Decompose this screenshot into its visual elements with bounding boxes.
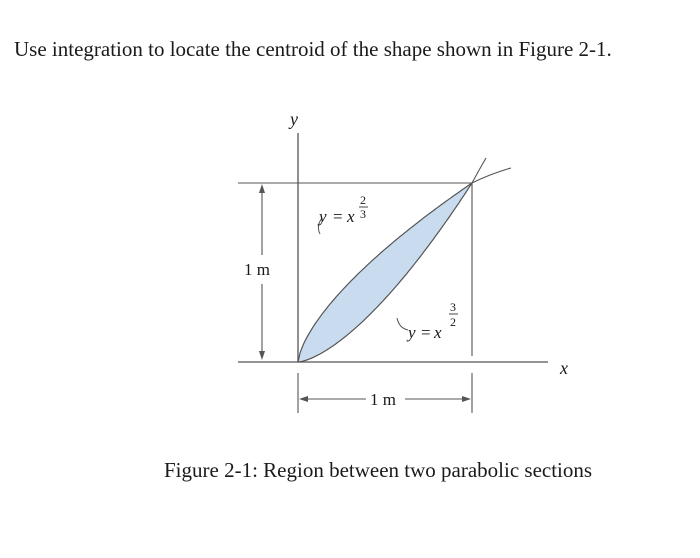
svg-text:=: = xyxy=(421,323,431,342)
curve-upper-label xyxy=(317,193,368,226)
question-text: Use integration to locate the centroid of the shape shown in Figure 2-1. xyxy=(14,37,612,61)
svg-text:=: = xyxy=(333,207,343,226)
svg-text:x: x xyxy=(434,323,442,342)
dim-vertical-label: 1 m xyxy=(244,260,270,279)
svg-text:2: 2 xyxy=(360,193,366,207)
y-axis-label: y xyxy=(290,109,298,129)
svg-text:3: 3 xyxy=(360,207,366,221)
figure-caption: Figure 2-1: Region between two parabolic sections xyxy=(164,458,593,482)
x-axis-label: x xyxy=(560,358,568,378)
curve-lower-label xyxy=(406,300,458,342)
svg-text:3: 3 xyxy=(450,300,456,314)
svg-text:x: x xyxy=(347,207,355,226)
svg-text:2: 2 xyxy=(450,315,456,329)
dim-horizontal-label: 1 m xyxy=(370,390,396,409)
curve-upper-extension xyxy=(472,168,511,183)
lower-label-leader xyxy=(397,318,408,330)
svg-text:y: y xyxy=(319,207,327,226)
svg-text:y: y xyxy=(408,323,416,342)
